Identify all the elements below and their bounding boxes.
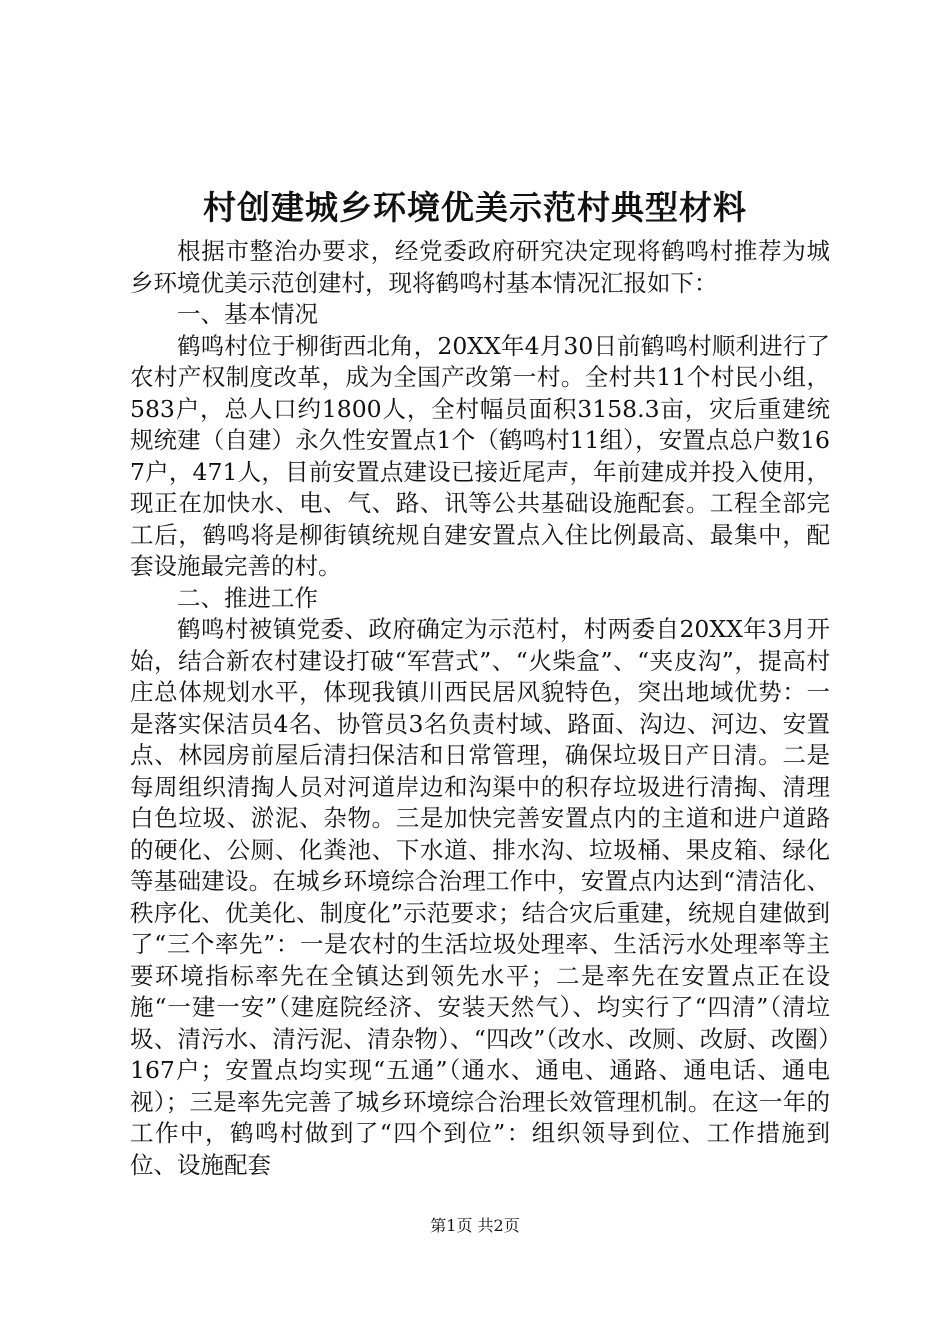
paragraph-basic-situation: 鹤鸣村位于柳街西北角，20XX年4月30日前鹤鸣村顺利进行了农村产权制度改革，成为全国产改第一村。全村共11个村民小组，583户，总人口约1800人，全村幅员面积3158.3亩，灾后重建统规统建（自建）永久性安置点1个（鹤鸣村11组），安置点总户数167户，471人，目前安置点建设已接近尾声，年前建成并投入使用，现正在加快水、电、气、路、讯等公共基础设施配套。工程全部完工后，鹤鸣将是柳街镇统规自建安置点入住比例最高、最集中，配套设施最完善的村。 xyxy=(130,331,830,580)
section-heading-basic-situation: 一、基本情况 xyxy=(177,300,318,328)
document-title: 村创建城乡环境优美示范村典型材料 xyxy=(203,188,747,227)
paragraph-intro: 根据市整治办要求，经党委政府研究决定现将鹤鸣村推荐为城乡环境优美示范创建村，现将鹤鸣村基本情况汇报如下： xyxy=(130,237,830,297)
document-body xyxy=(130,236,830,1181)
paragraph-work-progress: 鹤鸣村被镇党委、政府确定为示范村，村两委自20XX年3月开始，结合新农村建设打破“军营式”、“火柴盒”、“夹皮沟”，提高村庄总体规划水平，体现我镇川西民居风貌特色，突出地域优势：一是落实保洁员4名、协管员3名负责村域、路面、沟边、河边、安置点、林园房前屋后清扫保洁和日常管理，确保垃圾日产日清。二是每周组织清掏人员对河道岸边和沟渠中的积存垃圾进行清掏、清理白色垃圾、淤泥、杂物。三是加快完善安置点内的主道和进户道路的硬化、公厕、化粪池、下水道、排水沟、垃圾桶、果皮箱、绿化等基础建设。在城乡环境综合治理工作中，安置点内达到“清洁化、秩序化、优美化、制度化”示范要求；结合灾后重建，统规自建做到了“三个率先”：一是农村的生活垃圾处理率、生活污水处理率等主要环境指标率先在全镇达到领先水平；二是率先在安置点正在设施“一建一安”（建庭院经济、安装天然气）、均实行了“四清”（清垃圾、清污水、清污泥、清杂物）、“四改”（改水、改厕、改厨、改圈）167户；安置点均实现“五通”（通水、通电、通路、通电话、通电视）；三是率先完善了城乡环境综合治理长效管理机制。在这一年的工作中，鹤鸣村做到了“四个到位”：组织领导到位、工作措施到位、设施配套 xyxy=(130,615,830,1179)
page-number-footer: 第1页 共2页 xyxy=(430,1216,520,1235)
section-heading-work-progress: 二、推进工作 xyxy=(177,583,318,612)
